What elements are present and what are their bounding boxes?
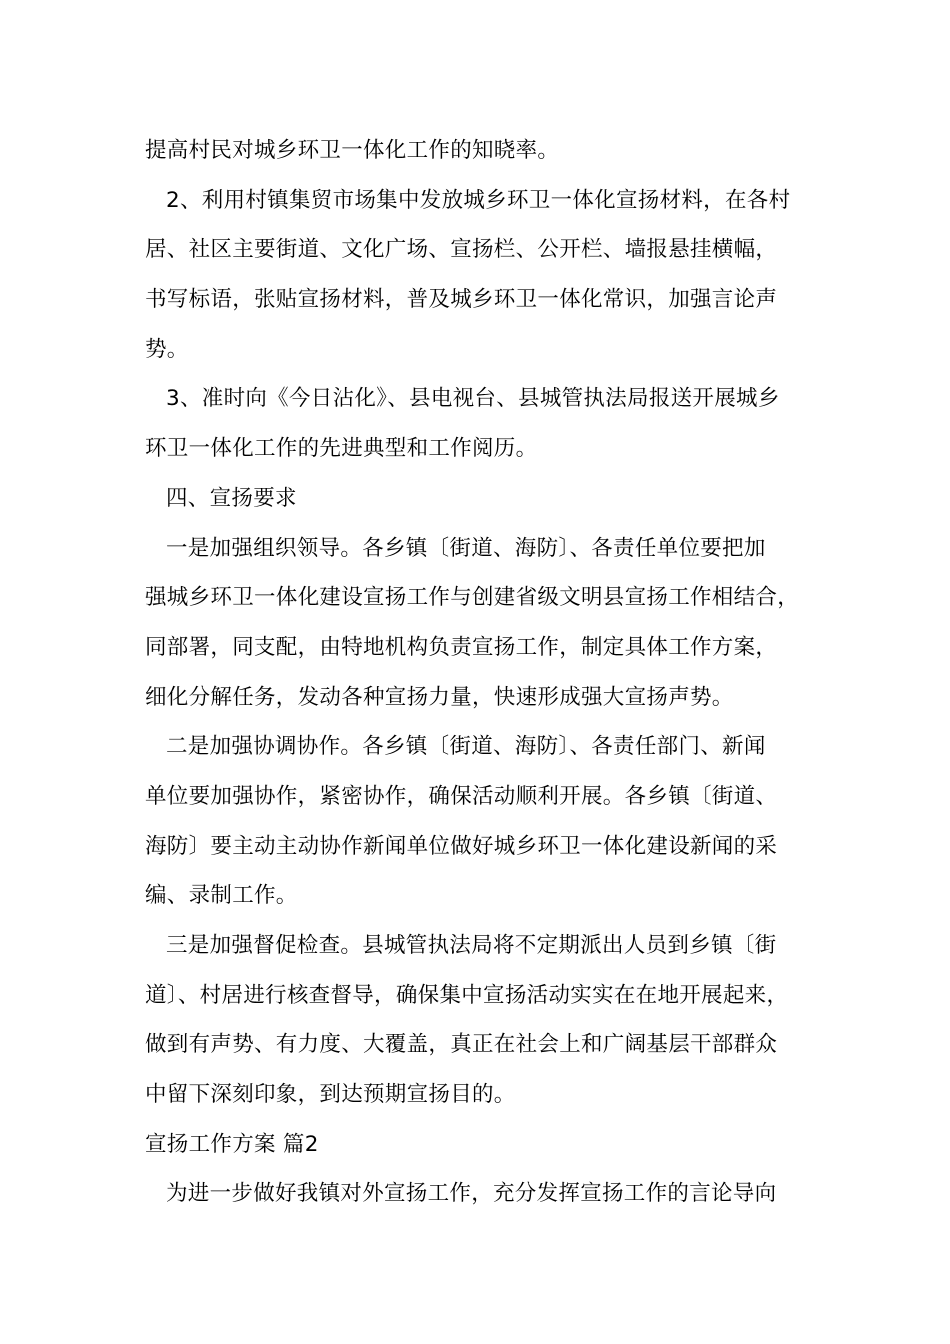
text-line: 势。 — [145, 336, 189, 362]
text-line: 单位要加强协作，紧密协作，确保活动顺利开展。各乡镇〔街道、 — [145, 783, 778, 809]
text-line: 居、社区主要街道、文化广场、宣扬栏、公开栏、墙报悬挂横幅， — [145, 237, 778, 263]
text-line: 做到有声势、有力度、大覆盖，真正在社会上和广阔基层干部群众 — [145, 1032, 778, 1058]
text-line: 编、录制工作。 — [145, 883, 298, 909]
text-line: 强城乡环卫一体化建设宣扬工作与创建省级文明县宣扬工作相结合， — [145, 585, 800, 611]
document-body — [145, 126, 825, 1219]
text-line: 2、利用村镇集贸市场集中发放城乡环卫一体化宣扬材料，在各村 — [166, 187, 791, 213]
text-line: 3、准时向《今日沾化》、县电视台、县城管执法局报送开展城乡 — [166, 386, 780, 412]
text-line: 中留下深刻印象，到达预期宣扬目的。 — [145, 1082, 516, 1108]
text-line: 道〕、村居进行核查督导，确保集中宣扬活动实实在在地开展起来， — [145, 982, 789, 1008]
text-line: 三是加强督促检查。县城管执法局将不定期派出人员到乡镇〔街 — [166, 933, 777, 958]
text-line: 四、宣扬要求 — [166, 485, 297, 511]
text-line: 环卫一体化工作的先进典型和工作阅历。 — [145, 436, 538, 462]
text-line: 提高村民对城乡环卫一体化工作的知晓率。 — [145, 138, 560, 163]
text-line: 同部署，同支配，由特地机构负责宣扬工作，制定具体工作方案， — [145, 634, 778, 660]
text-line: 一是加强组织领导。各乡镇〔街道、海防〕、各责任单位要把加 — [166, 535, 766, 561]
text-line: 细化分解任务，发动各种宣扬力量，快速形成强大宣扬声势。 — [145, 684, 734, 710]
text-line: 为进一步做好我镇对外宣扬工作，充分发挥宣扬工作的言论导向 — [166, 1181, 777, 1207]
text-line: 宣扬工作方案 篇2 — [145, 1131, 319, 1157]
text-line: 海防〕要主动主动协作新闻单位做好城乡环卫一体化建设新闻的采 — [145, 833, 778, 859]
text-line: 书写标语，张贴宣扬材料，普及城乡环卫一体化常识，加强言论声 — [145, 287, 778, 313]
text-line: 二是加强协调协作。各乡镇〔街道、海防〕、各责任部门、新闻 — [166, 734, 766, 760]
